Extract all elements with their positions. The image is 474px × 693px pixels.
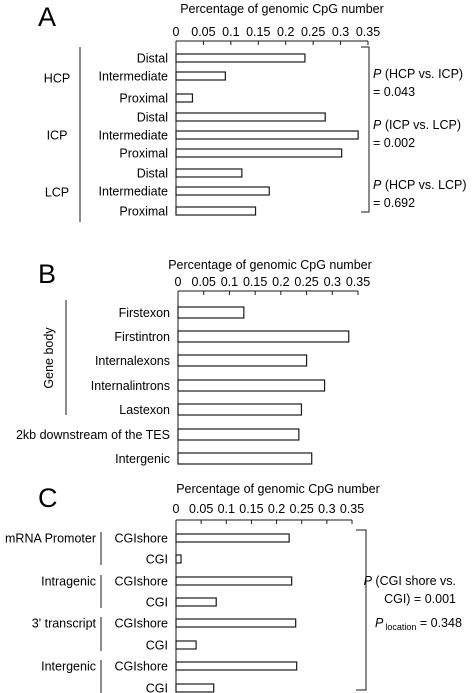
category-label: CGIshore [114, 531, 168, 546]
category-label: Proximal [119, 91, 168, 106]
x-tick-label: 0 [174, 275, 182, 289]
x-tick-label: 0.35 [355, 25, 381, 39]
group-label: Gene body [42, 327, 56, 389]
bar [176, 662, 297, 670]
bar [176, 207, 256, 215]
group-label: LCP [44, 185, 70, 200]
x-tick-label: 0.05 [191, 275, 216, 289]
bar [178, 307, 244, 318]
x-tick-label: 0.15 [239, 502, 264, 516]
bar [178, 355, 307, 366]
category-label: Proximal [119, 146, 168, 161]
x-tick-label: 0.3 [323, 275, 341, 289]
group-label: mRNA Promoter [5, 531, 96, 546]
category-label: CGIshore [114, 659, 168, 674]
category-label: Distal [136, 51, 168, 66]
axis-title: Percentage of genomic CpG number [176, 482, 380, 496]
panel-letter: C [38, 483, 58, 513]
bar [178, 453, 312, 464]
category-label: Distal [136, 110, 168, 125]
bar [178, 380, 325, 391]
bar [176, 131, 358, 139]
annotation-value: = 0.043 [373, 85, 416, 99]
annotation-bracket [356, 530, 366, 690]
group-label: 3' transcript [31, 616, 96, 631]
annotation-text: P $_{location}$ = 0.348 [375, 616, 462, 632]
axis-title: Percentage of genomic CpG number [168, 258, 372, 272]
annotation-text: P (HCP vs. ICP) [373, 67, 464, 81]
category-label: Firstexon [118, 306, 170, 320]
x-tick-label: 0.1 [217, 502, 235, 516]
annotation-text: P (HCP vs. LCP) [373, 178, 467, 192]
x-tick-label: 0.05 [191, 25, 216, 39]
bar [176, 169, 242, 177]
x-tick-label: 0.3 [318, 502, 336, 516]
group-label: Intragenic [41, 574, 96, 589]
axis-title: Percentage of genomic CpG number [180, 2, 384, 16]
panel-c [5, 482, 462, 693]
x-tick-label: 0.2 [267, 502, 286, 516]
annotation-text: P (CGI shore vs. [363, 574, 456, 588]
panel-a [38, 2, 467, 222]
bar [176, 619, 296, 627]
x-tick-label: 0.1 [222, 25, 240, 39]
bar [176, 149, 342, 157]
bar [176, 684, 214, 692]
category-label: 2kb downstream of the TES [15, 428, 170, 442]
category-label: Lastexon [119, 403, 170, 417]
x-tick-label: 0.25 [294, 275, 319, 289]
group-label: HCP [43, 71, 71, 86]
category-label: Firstintron [114, 330, 170, 344]
bar [176, 598, 216, 606]
panel-letter: B [38, 259, 57, 289]
x-tick-label: 0 [172, 502, 180, 516]
category-label: Internalintrons [90, 379, 170, 393]
annotation-value: CGI) = 0.001 [384, 592, 456, 606]
bar [176, 54, 305, 62]
category-label: Intergenic [115, 452, 170, 466]
x-tick-label: 0.35 [339, 502, 365, 516]
x-tick-label: 0.15 [246, 25, 271, 39]
x-tick-label: 0.05 [188, 502, 214, 516]
x-tick-label: 0.25 [289, 502, 314, 516]
annotation-text: P (ICP vs. LCP) [373, 118, 461, 132]
category-label: Internalexons [94, 354, 170, 368]
x-tick-label: 0.2 [272, 275, 290, 289]
annotation-bracket [361, 47, 369, 212]
x-tick-label: 0 [172, 25, 180, 39]
x-tick-label: 0.25 [300, 25, 326, 39]
bar [176, 113, 325, 121]
category-label: Distal [136, 166, 168, 181]
category-label: CGIshore [114, 616, 168, 631]
category-label: CGI [145, 638, 168, 653]
bar [176, 72, 225, 80]
bar [176, 94, 192, 102]
bar [176, 555, 181, 563]
panel-letter: A [38, 2, 57, 32]
x-tick-label: 0.3 [331, 25, 350, 39]
group-label: ICP [46, 128, 68, 143]
x-tick-label: 0.1 [220, 275, 239, 289]
x-tick-label: 0.35 [345, 275, 371, 289]
bar [178, 404, 301, 415]
bar [176, 577, 292, 585]
panel-b [16, 258, 372, 466]
category-label: Proximal [119, 204, 168, 219]
bar [176, 534, 289, 542]
category-label: CGIshore [114, 574, 168, 589]
bar [176, 187, 269, 195]
x-tick-label: 0.2 [277, 25, 295, 39]
bar [176, 641, 196, 649]
annotation-value: = 0.692 [373, 196, 416, 210]
group-label: Intergenic [41, 659, 96, 674]
bar [178, 429, 299, 440]
category-label: CGI [145, 552, 168, 567]
x-tick-label: 0.15 [242, 275, 268, 289]
category-label: Intermediate [98, 69, 168, 84]
category-label: CGI [145, 595, 168, 610]
bar [178, 331, 349, 342]
annotation-value: = 0.002 [373, 136, 416, 150]
category-label: Intermediate [98, 128, 168, 143]
category-label: Intermediate [98, 184, 168, 199]
category-label: CGI [145, 681, 168, 693]
